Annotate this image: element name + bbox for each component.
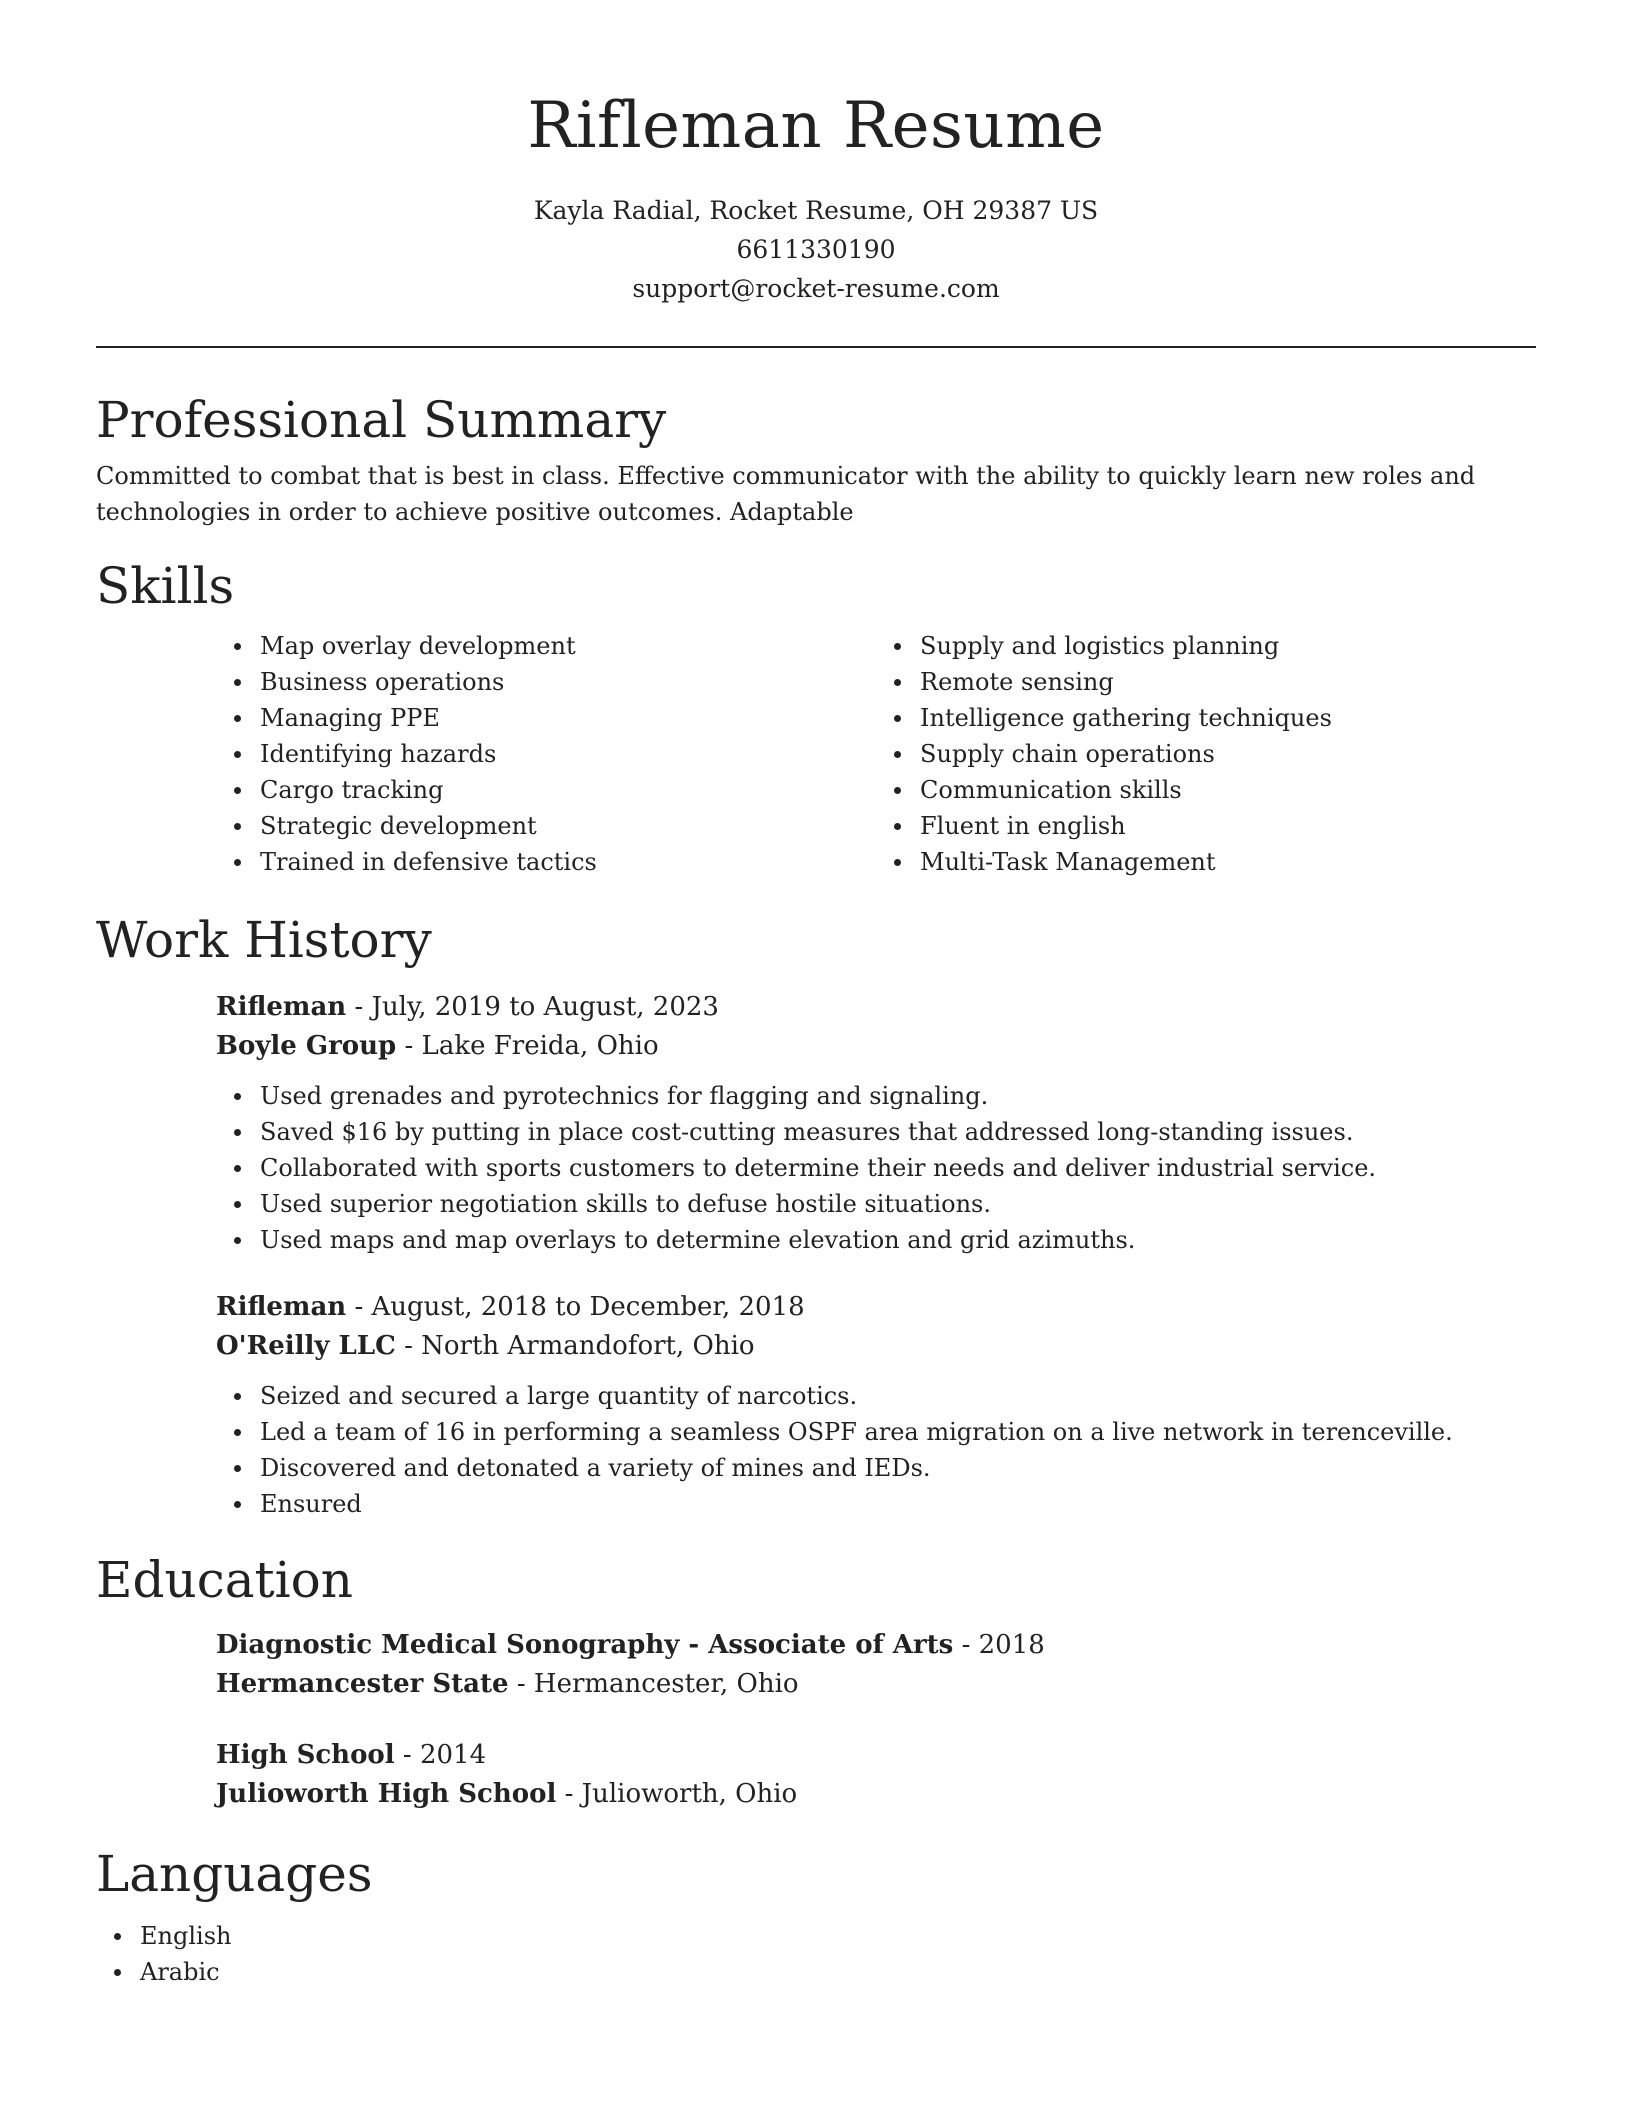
job-dates: - July, 2019 to August, 2023 <box>346 992 719 1022</box>
education-degree: Diagnostic Medical Sonography - Associate of Arts <box>216 1630 954 1660</box>
resume-title: Rifleman Resume <box>527 89 1105 163</box>
skill-item: Map overlay development <box>260 628 876 664</box>
skill-item: Strategic development <box>260 808 876 844</box>
language-item: English <box>140 1918 1536 1954</box>
education-year: - 2018 <box>953 1630 1045 1660</box>
job-bullet: Ensured <box>260 1486 1536 1522</box>
job-bullet: Used grenades and pyrotechnics for flagging and signaling. <box>260 1078 1536 1114</box>
skill-item: Intelligence gathering techniques <box>920 700 1536 736</box>
email: support@rocket-resume.com <box>632 274 1000 303</box>
language-item: Arabic <box>140 1954 1536 1990</box>
job-role: Rifleman <box>216 992 347 1022</box>
skill-item: Managing PPE <box>260 700 876 736</box>
job-title-line <box>216 988 1536 1027</box>
skill-item: Fluent in english <box>920 808 1536 844</box>
job-location: - Lake Freida, Ohio <box>396 1031 659 1061</box>
address: Kayla Radial, Rocket Resume, OH 29387 US <box>533 196 1099 225</box>
resume-header <box>96 0 1536 308</box>
education-school: Hermancester State <box>216 1669 509 1699</box>
education-year: - 2014 <box>394 1740 487 1770</box>
header-divider <box>96 346 1536 348</box>
job-bullet: Saved $16 by putting in place cost-cutting measures that addressed long-standing issues. <box>260 1114 1536 1150</box>
summary-heading: Professional Summary <box>96 391 667 449</box>
job-bullet-list <box>216 1078 1536 1258</box>
job-company-line <box>216 1027 1536 1066</box>
job-location: - North Armandofort, Ohio <box>395 1331 755 1361</box>
skill-item: Supply and logistics planning <box>920 628 1536 664</box>
skill-item: Remote sensing <box>920 664 1536 700</box>
contact-info <box>96 191 1536 308</box>
education-degree: High School <box>216 1740 395 1770</box>
job-bullet-list <box>216 1378 1536 1522</box>
phone: 6611330190 <box>736 235 896 264</box>
job-company-line <box>216 1327 1536 1366</box>
education-section <box>96 1548 1536 1814</box>
job-bullet: Used maps and map overlays to determine elevation and grid azimuths. <box>260 1222 1536 1258</box>
skills-left-column <box>216 628 876 880</box>
job-bullet: Used superior negotiation skills to defuse hostile situations. <box>260 1186 1536 1222</box>
education-degree-line <box>216 1736 1536 1775</box>
education-location: - Hermancester, Ohio <box>508 1669 799 1699</box>
job-entry <box>216 988 1536 1258</box>
languages-section <box>96 1842 1536 1990</box>
education-school: Julioworth High School <box>216 1779 557 1809</box>
job-company: Boyle Group <box>216 1031 397 1061</box>
work-history-heading: Work History <box>96 911 432 969</box>
job-role: Rifleman <box>216 1292 347 1322</box>
education-location: - Julioworth, Ohio <box>556 1779 798 1809</box>
skill-item: Multi-Task Management <box>920 844 1536 880</box>
skill-item: Identifying hazards <box>260 736 876 772</box>
job-entry <box>216 1288 1536 1522</box>
skills-section <box>96 554 1536 880</box>
education-school-line <box>216 1775 1536 1814</box>
languages-heading: Languages <box>96 1845 373 1903</box>
job-dates: - August, 2018 to December, 2018 <box>346 1292 805 1322</box>
skill-item: Business operations <box>260 664 876 700</box>
education-heading: Education <box>96 1551 353 1609</box>
education-degree-line <box>216 1626 1536 1665</box>
skills-grid <box>216 628 1536 880</box>
job-bullet: Discovered and detonated a variety of mines and IEDs. <box>260 1450 1536 1486</box>
education-school-line <box>216 1665 1536 1704</box>
skill-item: Cargo tracking <box>260 772 876 808</box>
job-bullet: Led a team of 16 in performing a seamless OSPF area migration on a live network in terenceville. <box>260 1414 1536 1450</box>
job-company: O'Reilly LLC <box>216 1331 396 1361</box>
skills-right-column <box>876 628 1536 880</box>
skill-item: Trained in defensive tactics <box>260 844 876 880</box>
languages-list <box>96 1918 1536 1990</box>
education-entry <box>216 1626 1536 1704</box>
skill-item: Supply chain operations <box>920 736 1536 772</box>
summary-section <box>96 388 1536 530</box>
job-bullet: Collaborated with sports customers to determine their needs and deliver industrial service. <box>260 1150 1536 1186</box>
job-title-line <box>216 1288 1536 1327</box>
job-bullet: Seized and secured a large quantity of narcotics. <box>260 1378 1536 1414</box>
work-history-section <box>96 908 1536 1522</box>
skill-item: Communication skills <box>920 772 1536 808</box>
summary-text: Committed to combat that is best in class. Effective communicator with the ability to quickly learn new roles and technologies in order to achieve positive outcomes. Adaptable <box>96 462 1476 526</box>
education-entry <box>216 1736 1536 1814</box>
skills-heading: Skills <box>96 557 235 615</box>
